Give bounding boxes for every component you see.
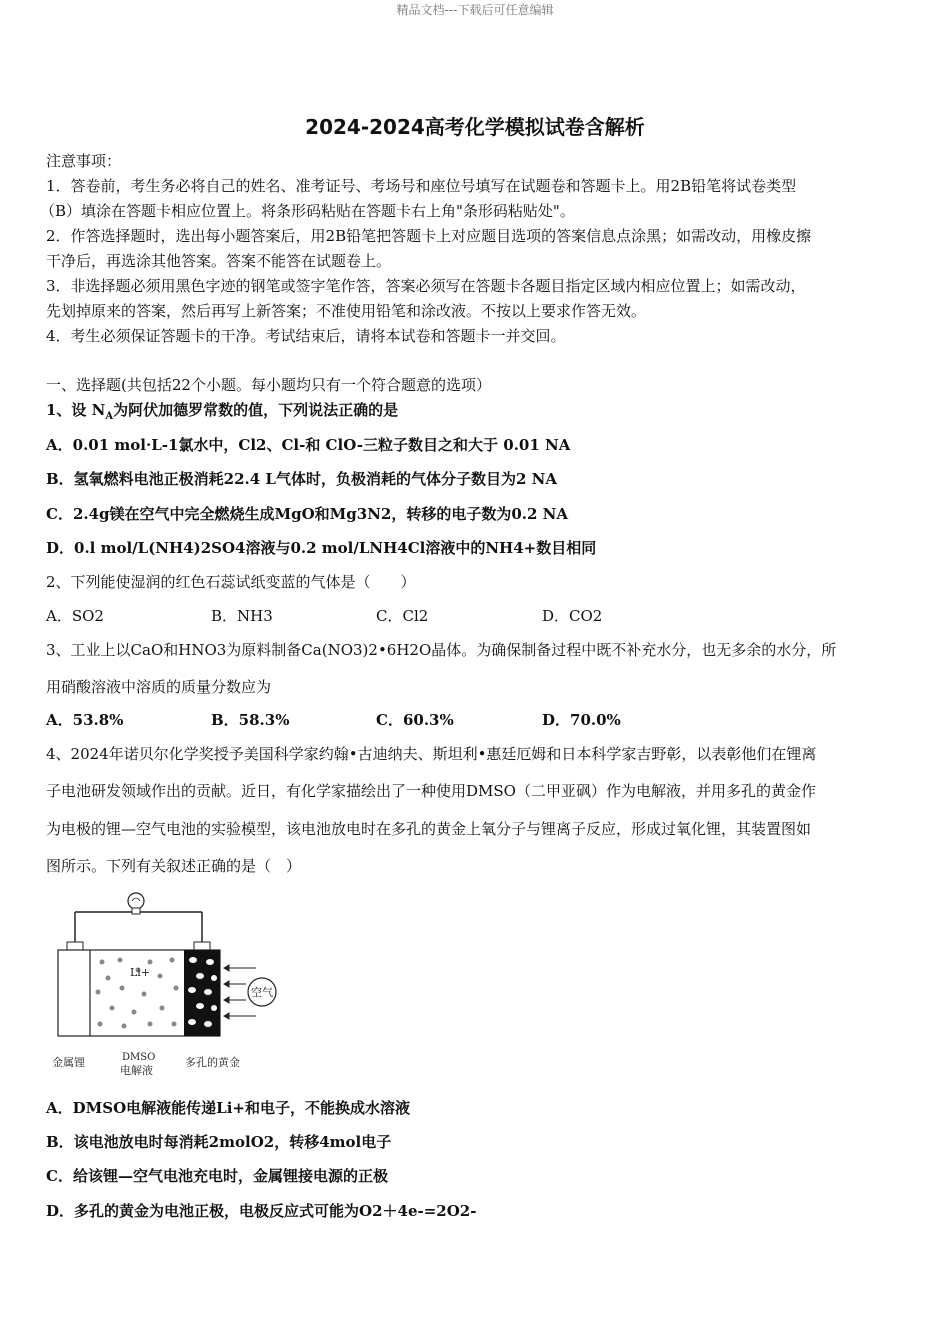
q2-option-b: B．NH3 <box>211 607 273 625</box>
q3-option-b: B．58.3% <box>211 711 290 729</box>
q2-option-d: D．CO2 <box>542 607 603 625</box>
notice-line: （B）填涂在答题卡相应位置上。将条形码粘贴在答题卡右上角"条形码粘贴处"。 <box>40 202 575 220</box>
air-label: 空气 <box>251 986 273 999</box>
label-dmso: DMSO <box>122 1052 156 1063</box>
li-ion-label: Li+ <box>130 966 151 979</box>
bulb-icon <box>128 893 144 914</box>
page-header: 精品文档---下载后可任意编辑 <box>396 3 554 17</box>
q4-option-c: C．给该锂—空气电池充电时，金属锂接电源的正极 <box>46 1167 388 1185</box>
q1-option-c: C．2.4g镁在空气中完全燃烧生成MgO和Mg3N2，转移的电子数为0.2 NA <box>46 505 569 523</box>
page-title: 2024-2024高考化学模拟试卷含解析 <box>305 115 645 139</box>
q3-option-d: D．70.0% <box>542 711 621 729</box>
section-heading: 一、选择题(共包括22个小题。每小题均只有一个符合题意的选项） <box>46 376 491 394</box>
q4-stem: 4、2024年诺贝尔化学奖授予美国科学家约翰•古迪纳夫、斯坦利•惠廷厄姆和日本科学家吉野彰，以表彰他们在锂离 <box>46 745 817 763</box>
q1-option-a: A．0.01 mol·L-1氯水中，Cl2、Cl-和 ClO-三粒子数目之和大于 0.01 NA <box>46 436 571 454</box>
q2-option-a: A．SO2 <box>46 607 104 625</box>
q3-stem: 用硝酸溶液中溶质的质量分数应为 <box>46 678 272 696</box>
q4-stem: 子电池研发领域作出的贡献。近日，有化学家描绘出了一种使用DMSO（二甲亚砜）作为电解液，并用多孔的黄金作 <box>46 782 816 800</box>
label-gold: 多孔的黄金 <box>185 1056 240 1069</box>
q3-option-a: A．53.8% <box>46 711 124 729</box>
notice-line: 2．作答选择题时，选出每小题答案后，用2B铅笔把答题卡上对应题目选项的答案信息点涂黑；如需改动，用橡皮擦 <box>46 227 812 245</box>
q1-option-d: D．0.l mol/L(NH4)2SO4溶液与0.2 mol/LNH4Cl溶液中的NH4+数目相同 <box>46 539 597 557</box>
q3-option-c: C．60.3% <box>376 711 454 729</box>
q3-stem: 3、工业上以CaO和HNO3为原料制备Ca(NO3)2•6H2O晶体。为确保制备过程中既不补充水分，也无多余的水分，所 <box>46 641 837 659</box>
label-lithium: 金属锂 <box>52 1056 85 1069</box>
battery-diagram <box>50 884 273 1077</box>
notice-line: 3．非选择题必须用黑色字迹的钢笔或签字笔作答，答案必须写在答题卡各题目指定区域内相应位置上；如需改动， <box>46 277 806 295</box>
label-electrolyte: 电解液 <box>120 1064 153 1077</box>
notice-line: 先划掉原来的答案，然后再写上新答案；不准使用铅笔和涂改液。不按以上要求作答无效。 <box>46 302 647 320</box>
q4-option-d: D．多孔的黄金为电池正极，电极反应式可能为O2＋4e-=2O2- <box>46 1202 477 1220</box>
notice-line: 干净后，再选涂其他答案。答案不能答在试题卷上。 <box>46 252 392 270</box>
q4-option-b: B．该电池放电时每消耗2molO2，转移4mol电子 <box>46 1133 392 1151</box>
q4-stem: 图所示。下列有关叙述正确的是（ ） <box>46 857 302 875</box>
q1-stem: 1、设 $N_A$为阿伏加德罗常数的值，下列说法正确的是 <box>46 401 399 422</box>
q2-option-c: C．Cl2 <box>376 607 429 625</box>
notice-line: 4．考生必须保证答题卡的干净。考试结束后，请将本试卷和答题卡一并交回。 <box>46 327 566 345</box>
battery-diagram-svg <box>50 884 273 1077</box>
q4-option-a: A．DMSO电解液能传递Li+和电子，不能换成水溶液 <box>46 1099 410 1117</box>
notice-line: 1．答卷前，考生务必将自己的姓名、准考证号、考场号和座位号填写在试题卷和答题卡上。用2B铅笔将试卷类型 <box>46 177 797 195</box>
q2-stem: 2、下列能使湿润的红色石蕊试纸变蓝的气体是（ ） <box>46 573 416 591</box>
q1-option-b: B．氢氧燃料电池正极消耗22.4 L气体时，负极消耗的气体分子数目为2 NA <box>46 470 557 488</box>
notice-heading: 注意事项： <box>46 152 122 170</box>
q4-stem: 为电极的锂—空气电池的实验模型，该电池放电时在多孔的黄金上氧分子与锂离子反应，形成过氧化锂，其装置图如 <box>46 820 812 838</box>
